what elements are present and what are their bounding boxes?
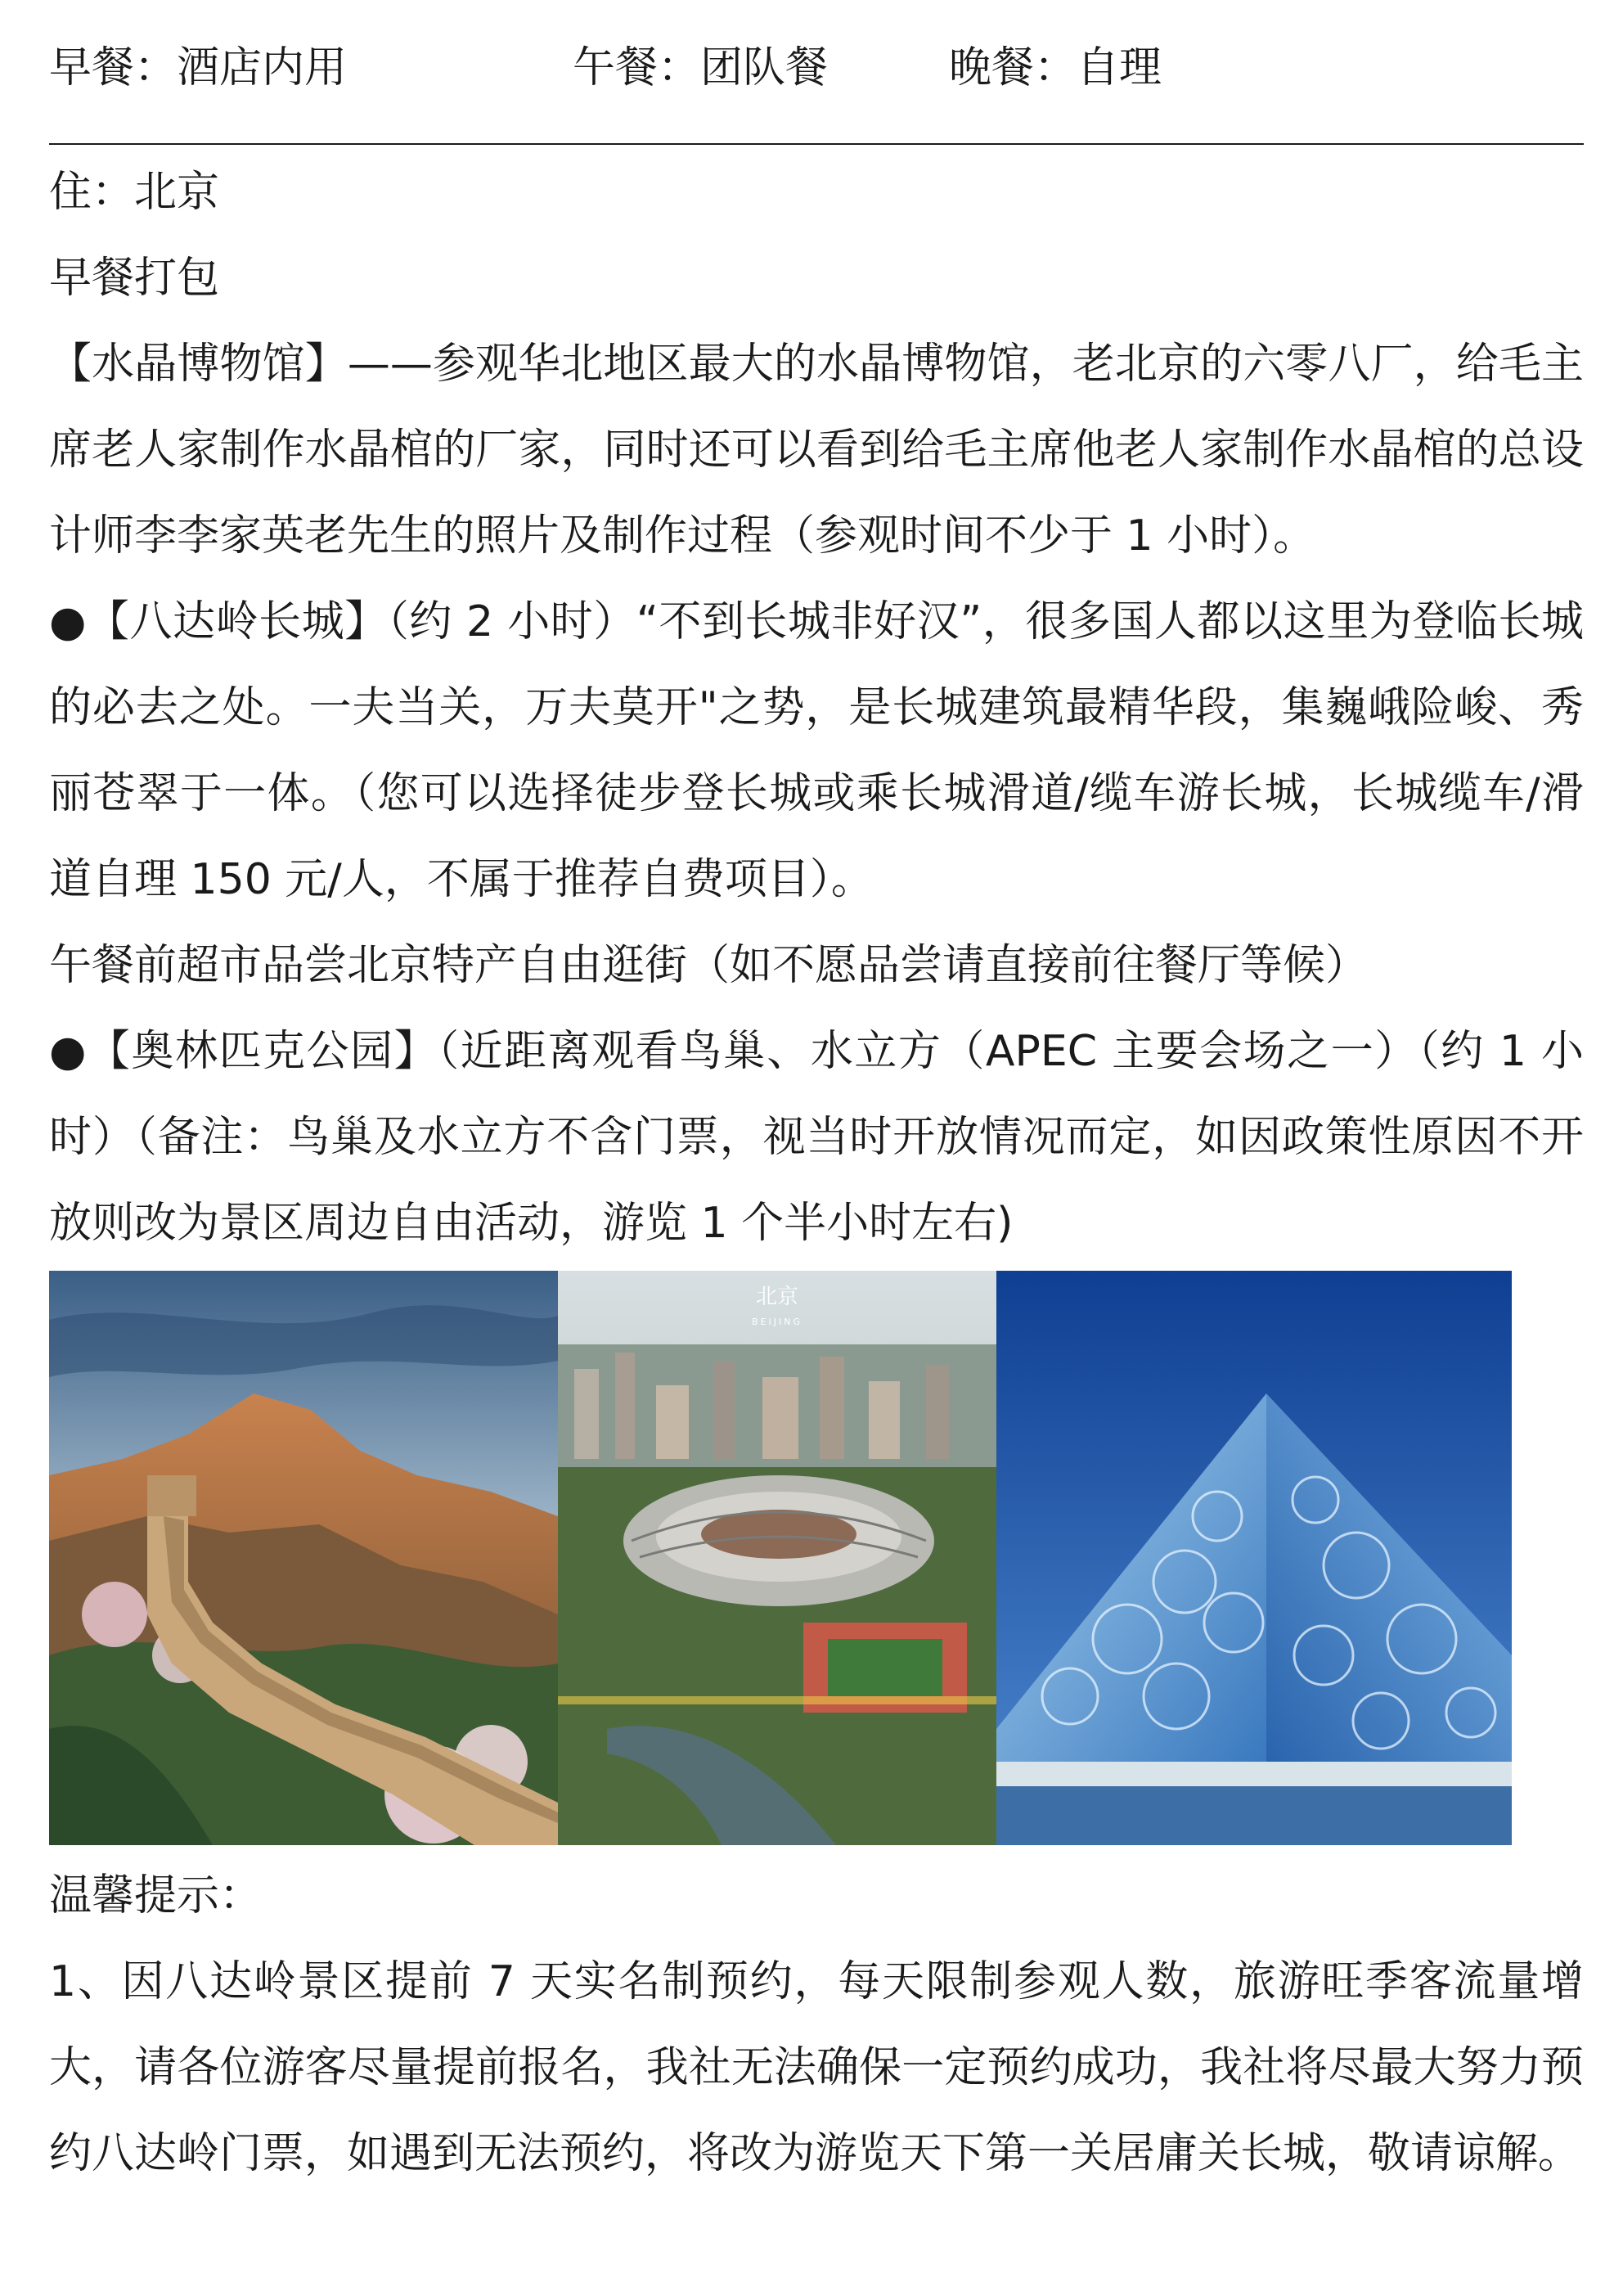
city-logo-sub: BEIJING bbox=[752, 1317, 803, 1327]
itinerary-body bbox=[49, 150, 1584, 1267]
divider bbox=[49, 143, 1584, 145]
lunch-note: 午餐前超市品尝北京特产自由逛街（如不愿品尝请直接前往餐厅等候） bbox=[49, 941, 1369, 990]
crystal-museum-paragraph: 【水晶博物馆】——参观华北地区最大的水晶博物馆，老北京的六零八厂，给毛主席老人家制作水晶棺的厂家，同时还可以看到给毛主席他老人家制作水晶棺的总设计师李李家英老先生的照片及制作过程（参观时间不少于 1 小时）。 bbox=[49, 340, 1584, 560]
tips-section bbox=[49, 1853, 1584, 2197]
meals-row bbox=[49, 31, 1574, 105]
great-wall-photo bbox=[49, 1271, 558, 1845]
olympic-park-paragraph: ●【奥林匹克公园】（近距离观看鸟巢、水立方（APEC 主要会场之一）（约 1 小时）（备注：鸟巢及水立方不含门票，视当时开放情况而定，如因政策性原因不开放则改为景区周边自由活动，游览 1 个半小时左右) bbox=[49, 1027, 1584, 1248]
meal-lunch: 午餐：团队餐 bbox=[573, 43, 829, 92]
photo-strip bbox=[49, 1271, 1512, 1845]
meal-breakfast: 早餐：酒店内用 bbox=[49, 43, 348, 92]
water-cube-photo bbox=[996, 1271, 1512, 1845]
stay-line: 住：北京 bbox=[49, 168, 220, 217]
birds-nest-photo bbox=[558, 1271, 996, 1845]
tips-heading: 温馨提示： bbox=[49, 1871, 263, 1920]
meal-dinner: 晚餐：自理 bbox=[949, 43, 1162, 92]
tip-item-1: 1、因八达岭景区提前 7 天实名制预约，每天限制参观人数，旅游旺季客流量增大，请各位游客尽量提前报名，我社无法确保一定预约成功，我社将尽最大努力预约八达岭门票，如遇到无法预约，将改为游览天下第一关居庸关长城，敬请谅解。 bbox=[49, 1957, 1584, 2178]
breakfast-note: 早餐打包 bbox=[49, 254, 220, 303]
badaling-paragraph: ●【八达岭长城】（约 2 小时）“不到长城非好汉”，很多国人都以这里为登临长城的必去之处。一夫当关，万夫莫开"之势，是长城建筑最精华段，集巍峨险峻、秀丽苍翠于一体。（您可以选择徒步登长城或乘长城滑道/缆车游长城，长城缆车/滑道自理 150 元/人，不属于推荐自费项目）。 bbox=[49, 597, 1584, 904]
city-logo: 北京 bbox=[755, 1285, 799, 1309]
